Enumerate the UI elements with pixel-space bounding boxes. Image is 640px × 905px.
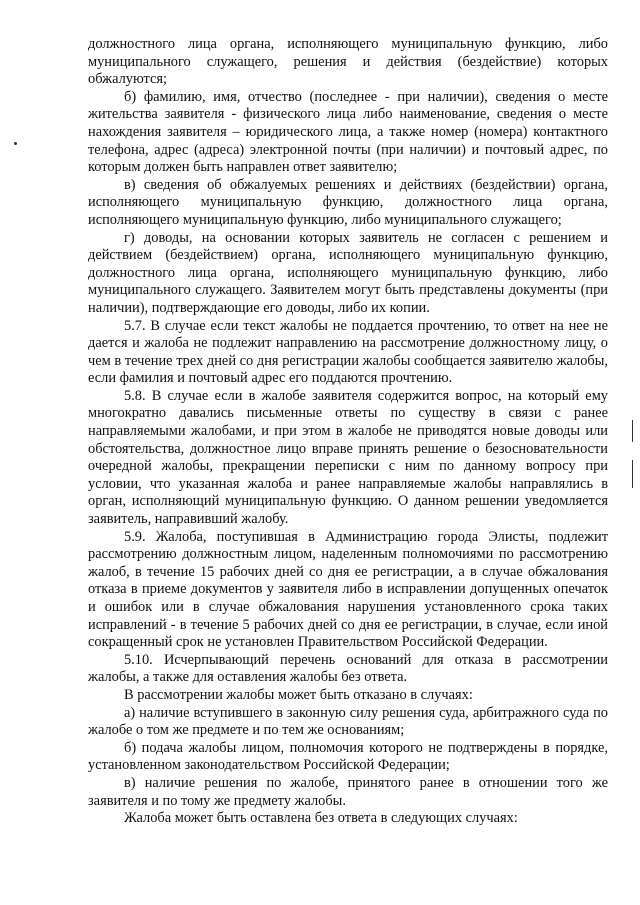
paragraph: б) фамилию, имя, отчество (последнее - при наличии), сведения о месте жительства заявителя - физического лица либо наименование, сведения о месте нахождения заявителя – юридического лица, а также номер (номера) контактного телефона, адрес (адреса) электронной почты (при наличии) и почтовый адрес, по которым должен быть направлен ответ заявителю; — [88, 88, 608, 176]
paragraph: в) сведения об обжалуемых решениях и действиях (бездействии) органа, исполняющего муниципальную функцию, должностного лица органа, исполняющего муниципальную функцию, либо муниципального служащего; — [88, 176, 608, 228]
paragraph: 5.10. Исчерпывающий перечень оснований для отказа в рассмотрении жалобы, а также для оставления жалобы без ответа. — [88, 651, 608, 686]
scan-dot-mark — [14, 142, 17, 145]
scan-edge-mark — [632, 420, 633, 442]
paragraph: должностного лица органа, исполняющего муниципальную функцию, либо муниципального служащего, решения и действия (бездействие) которых обжалуются; — [88, 36, 608, 88]
paragraph: г) доводы, на основании которых заявитель не согласен с решением и действием (бездействием) органа, исполняющего муниципальную функцию, должностного лица органа, исполняющего муниципальную функцию, либо муниципального служащего. Заявителем могут быть представлены документы (при наличии), подтверждающие его доводы, либо их копии. — [88, 229, 608, 316]
paragraph: а) наличие вступившего в законную силу решения суда, арбитражного суда по жалобе о том же предмете и по тем же основаниям; — [88, 704, 608, 739]
paragraph: 5.9. Жалоба, поступившая в Администрацию города Элисты, подлежит рассмотрению должностным лицом, наделенным полномочиями по рассмотрению жалоб, в течение 15 рабочих дней со дня ее регистрации, а в случае обжалования отказа в приеме документов у заявителя либо в исправлении допущенных опечаток и ошибок или в случае обжалования нарушения установленного срока таких исправлений - в течение 5 рабочих дней со дня ее регистрации, в случае, если иной сокращенный срок не установлен Правительством Российской Федерации. — [88, 528, 608, 651]
paragraph: 5.8. В случае если в жалобе заявителя содержится вопрос, на который ему многократно давались письменные ответы по существу в связи с ранее направляемыми жалобами, и при этом в жалобе не приводятся новые доводы или обстоятельства, должностное лицо вправе принять решение о безосновательности очередной жалобы, прекращении переписки с ним по данному вопросу при условии, что указанная жалоба и ранее направляемые жалобы направлялись в орган, исполняющий муниципальную функцию. О данном решении уведомляется заявитель, направивший жалобу. — [88, 387, 608, 528]
scan-edge-mark — [632, 460, 633, 488]
paragraph: В рассмотрении жалобы может быть отказано в случаях: — [124, 686, 473, 703]
document-page — [88, 36, 608, 828]
paragraph: Жалоба может быть оставлена без ответа в следующих случаях: — [124, 810, 518, 827]
paragraph: в) наличие решения по жалобе, принятого ранее в отношении того же заявителя и по тому же предмету жалобы. — [88, 774, 608, 809]
paragraph: 5.7. В случае если текст жалобы не поддается прочтению, то ответ на нее не дается и жалоба не подлежит направлению на рассмотрение должностному лицу, о чем в течение трех дней со дня регистрации жалобы сообщается заявителю жалобы, если фамилия и почтовый адрес его поддаются прочтению. — [88, 317, 608, 387]
paragraph: б) подача жалобы лицом, полномочия которого не подтверждены в порядке, установленном законодательством Российской Федерации; — [88, 739, 608, 774]
